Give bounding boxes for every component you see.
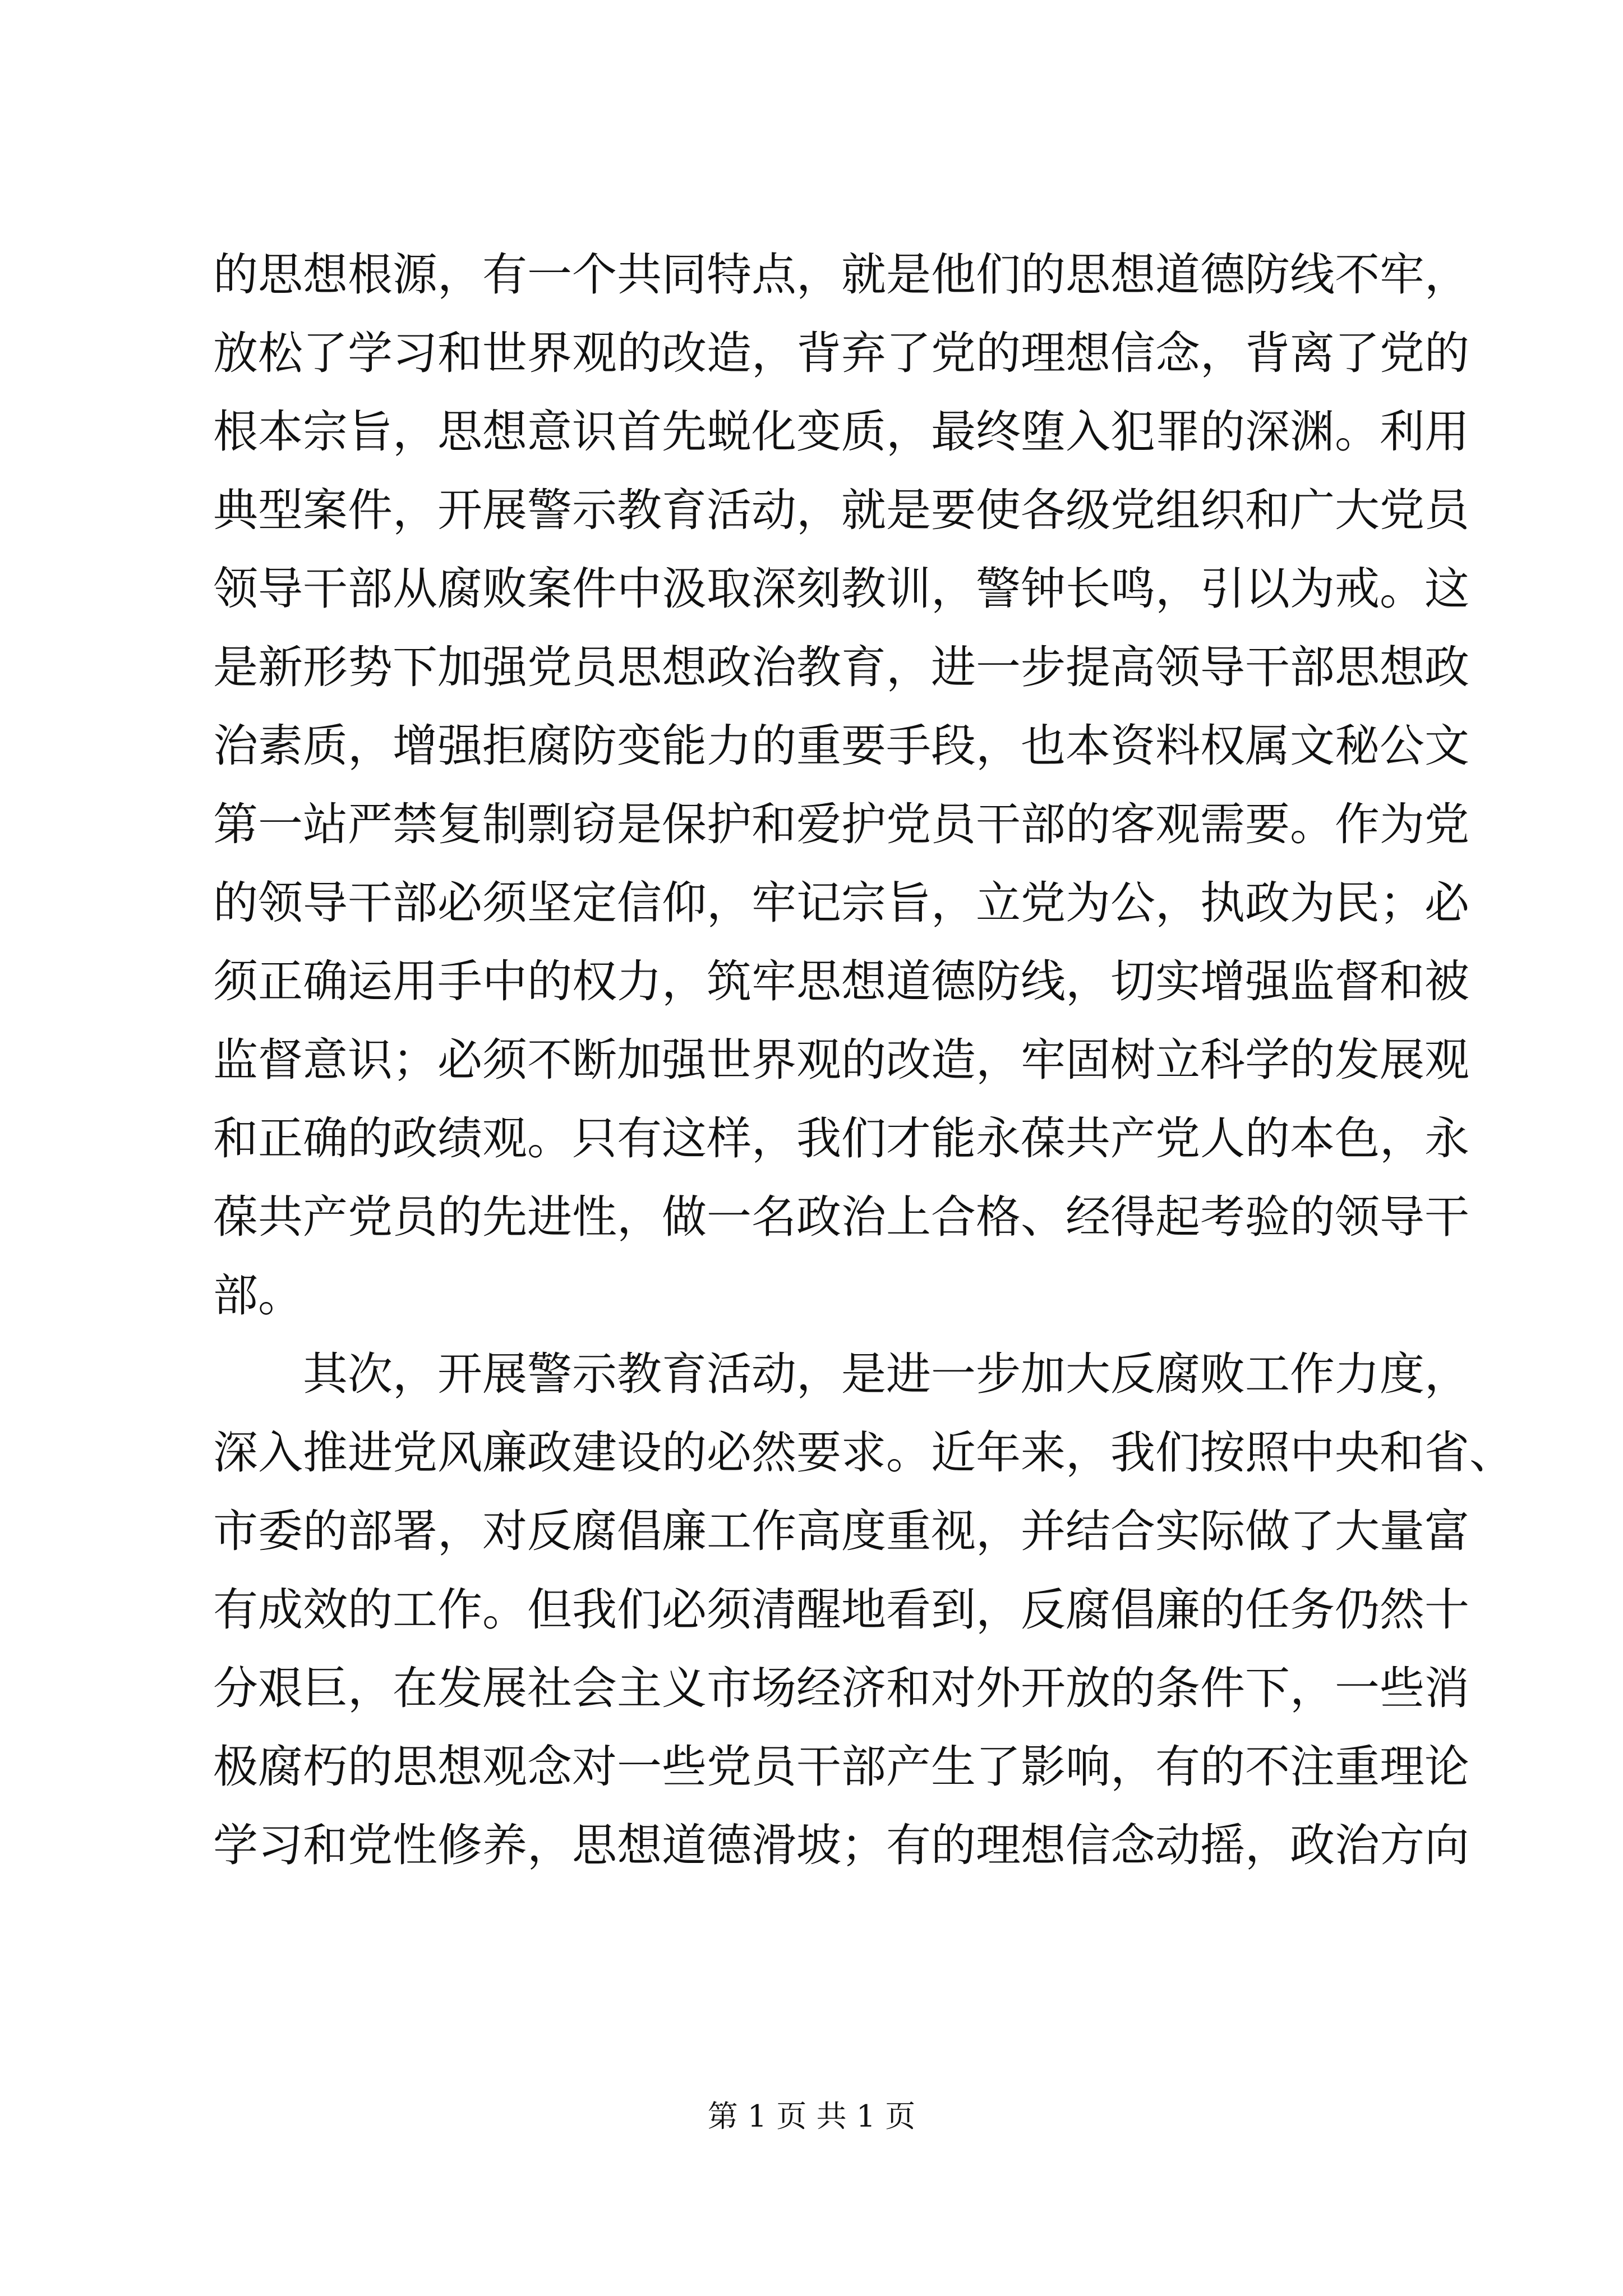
text-line: 第一站严禁复制剽窃是保护和爱护党员干部的客观需要。作为党	[213, 798, 1469, 850]
page-number-label: 第 1 页 共 1 页	[707, 2099, 916, 2134]
text-line: 是新形势下加强党员思想政治教育，进一步提高领导干部思想政	[213, 641, 1469, 693]
document-body	[213, 236, 1514, 1885]
text-line: 和正确的政绩观。只有这样，我们才能永葆共产党人的本色，永	[213, 1112, 1469, 1165]
text-line: 极腐朽的思想观念对一些党员干部产生了影响，有的不注重理论	[213, 1741, 1469, 1793]
text-line: 典型案件，开展警示教育活动，就是要使各级党组织和广大党员	[213, 484, 1469, 536]
text-line: 葆共产党员的先进性，做一名政治上合格、经得起考验的领导干	[213, 1191, 1469, 1243]
text-line: 深入推进党风廉政建设的必然要求。近年来，我们按照中央和省、	[213, 1427, 1514, 1479]
text-line: 部。	[213, 1269, 303, 1322]
text-line: 领导干部从腐败案件中汲取深刻教训，警钟长鸣，引以为戒。这	[213, 563, 1469, 615]
text-line: 监督意识；必须不断加强世界观的改造，牢固树立科学的发展观	[213, 1034, 1469, 1086]
text-line: 有成效的工作。但我们必须清醒地看到，反腐倡廉的任务仍然十	[213, 1584, 1469, 1636]
text-line: 学习和党性修养，思想道德滑坡；有的理想信念动摇，政治方向	[213, 1819, 1469, 1871]
text-line: 根本宗旨，思想意识首先蜕化变质，最终堕入犯罪的深渊。利用	[213, 406, 1469, 458]
page-footer	[0, 2092, 1623, 2136]
text-line: 的领导干部必须坚定信仰，牢记宗旨，立党为公，执政为民；必	[213, 877, 1469, 929]
text-line: 分艰巨，在发展社会主义市场经济和对外开放的条件下，一些消	[213, 1662, 1469, 1714]
text-line: 的思想根源，有一个共同特点，就是他们的思想道德防线不牢，	[213, 249, 1469, 301]
text-line: 放松了学习和世界观的改造，背弃了党的理想信念，背离了党的	[213, 327, 1469, 379]
text-line: 市委的部署，对反腐倡廉工作高度重视，并结合实际做了大量富	[213, 1505, 1469, 1557]
text-line: 须正确运用手中的权力，筑牢思想道德防线，切实增强监督和被	[213, 955, 1469, 1007]
text-line: 其次，开展警示教育活动，是进一步加大反腐败工作力度，	[213, 1348, 1469, 1400]
text-line: 治素质，增强拒腐防变能力的重要手段，也本资料权属文秘公文	[213, 720, 1469, 772]
